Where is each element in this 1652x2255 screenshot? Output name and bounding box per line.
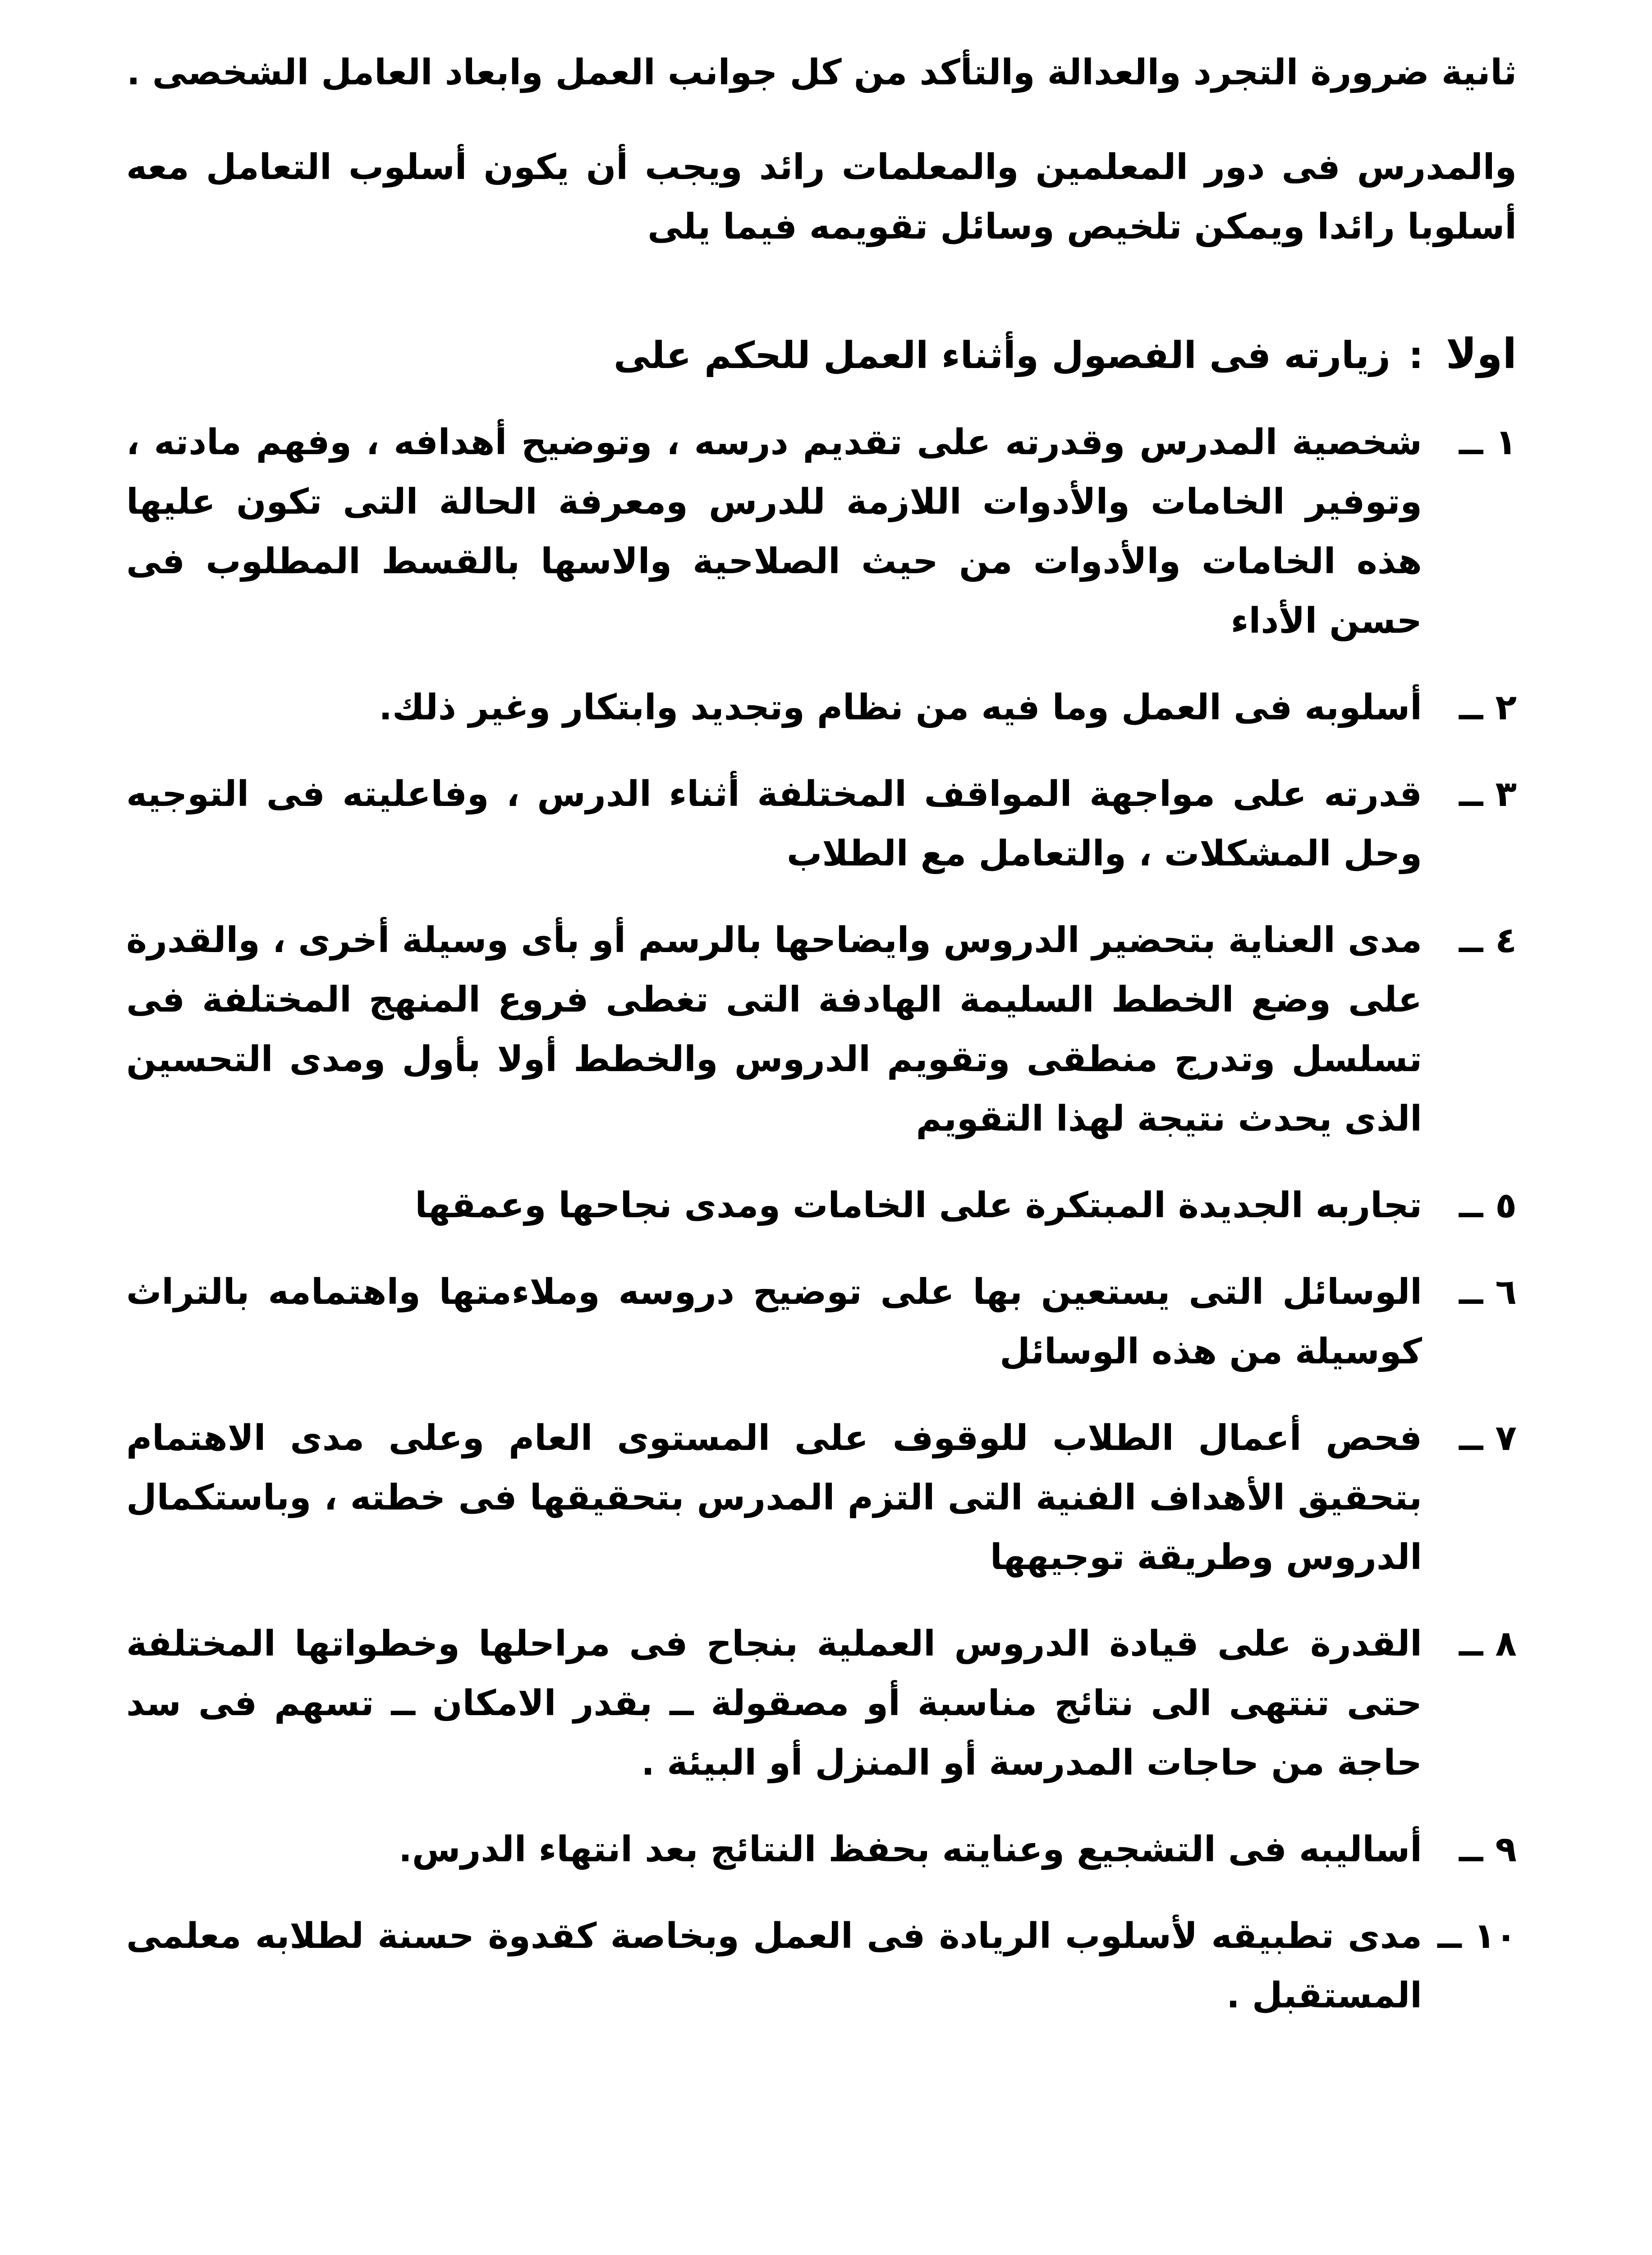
list-item-number: ٢ ــ bbox=[1459, 687, 1517, 728]
list-item-number: ٨ ــ bbox=[1459, 1624, 1517, 1664]
list-item-text: قدرته على مواجهة المواقف المختلفة أثناء الدرس ، وفاعليته فى التوجيه وحل المشكلات ، والتعامل مع الطلاب bbox=[126, 774, 1422, 874]
list-item bbox=[126, 1614, 1517, 1793]
list-item bbox=[126, 1408, 1517, 1587]
list-item-text: الوسائل التى يستعين بها على توضيح دروسه وملاءمتها واهتمامه بالتراث كوسيلة من هذه الوسائل bbox=[126, 1272, 1422, 1372]
list-item bbox=[126, 1262, 1517, 1381]
list-item bbox=[126, 413, 1517, 651]
section-heading bbox=[126, 324, 1517, 386]
list-item bbox=[126, 764, 1517, 884]
list-item-number: ٣ ــ bbox=[1459, 774, 1517, 815]
list-item-text: القدرة على قيادة الدروس العملية بنجاح فى مراحلها وخطواتها المختلفة حتى تنتهى الى نتائج مناسبة أو مصقولة ــ بقدر الامكان ــ تسهم فى سد حاجة من حاجات المدرسة أو المنزل أو البيئة . bbox=[126, 1624, 1422, 1783]
list-item-text: أساليبه فى التشجيع وعنايته بحفظ النتائج بعد انتهاء الدرس. bbox=[399, 1829, 1422, 1870]
list-item-text: شخصية المدرس وقدرته على تقديم درسه ، وتوضيح أهدافه ، وفهم مادته ، وتوفير الخامات والأدوات اللازمة للدرس ومعرفة الحالة التى تكون عليها هذه الخامات والأدوات من حيث الصلاحية والاسها بالقسط المطلوب فى حسن الأداء bbox=[126, 422, 1422, 641]
list-item-number: ٥ ــ bbox=[1459, 1185, 1517, 1226]
list-item-text: مدى العناية بتحضير الدروس وايضاحها بالرسم أو بأى وسيلة أخرى ، والقدرة على وضع الخطط السليمة الهادفة التى تغطى فروع المنهج المختلفة فى تسلسل وتدرج منطقى وتقويم الدروس والخطط أولا بأول ومدى التحسين الذى يحدث نتيجة لهذا التقويم bbox=[126, 920, 1422, 1139]
list-item bbox=[126, 1906, 1517, 2025]
list-item-text: مدى تطبيقه لأسلوب الريادة فى العمل وبخاصة كقدوة حسنة لطلابه معلمى المستقبل . bbox=[126, 1916, 1422, 2016]
list-item-number: ٦ ــ bbox=[1459, 1272, 1517, 1312]
list-item-text: تجاربه الجديدة المبتكرة على الخامات ومدى نجاحها وعمقها bbox=[415, 1185, 1422, 1226]
list-item bbox=[126, 678, 1517, 737]
list-item bbox=[126, 1820, 1517, 1879]
list-item-number: ٧ ــ bbox=[1459, 1418, 1517, 1459]
list-item-text: فحص أعمال الطلاب للوقوف على المستوى العام وعلى مدى الاهتمام بتحقيق الأهداف الفنية التى التزم المدرس بتحقيقها فى خطته ، وباستكمال الدروس وطريقة توجيهها bbox=[126, 1418, 1422, 1578]
list-item-text: أسلوبه فى العمل وما فيه من نظام وتجديد وابتكار وغير ذلك. bbox=[379, 687, 1422, 728]
list-item-number: ٤ ــ bbox=[1459, 920, 1517, 961]
section-heading-colon: : bbox=[1408, 334, 1423, 377]
intro-paragraph-1: ثانية ضرورة التجرد والعدالة والتأكد من كل جوانب العمل وابعاد العامل الشخصى . bbox=[126, 52, 1517, 93]
section-heading-label: اولا bbox=[1446, 330, 1517, 378]
list-item bbox=[126, 1176, 1517, 1235]
list-item-number: ١ ــ bbox=[1459, 422, 1517, 463]
list-item-number: ٩ ــ bbox=[1459, 1829, 1517, 1870]
evaluation-list bbox=[126, 413, 1517, 2025]
list-item bbox=[126, 911, 1517, 1149]
section-heading-text: زيارته فى الفصول وأثناء العمل للحكم على bbox=[614, 334, 1390, 377]
list-item-number: ١٠ ــ bbox=[1437, 1916, 1517, 1956]
intro-paragraph-2: والمدرس فى دور المعلمين والمعلمات رائد ويجب أن يكون أسلوب التعامل معه أسلوبا رائدا ويمكن تلخيص وسائل تقويمه فيما يلى bbox=[126, 147, 1517, 247]
